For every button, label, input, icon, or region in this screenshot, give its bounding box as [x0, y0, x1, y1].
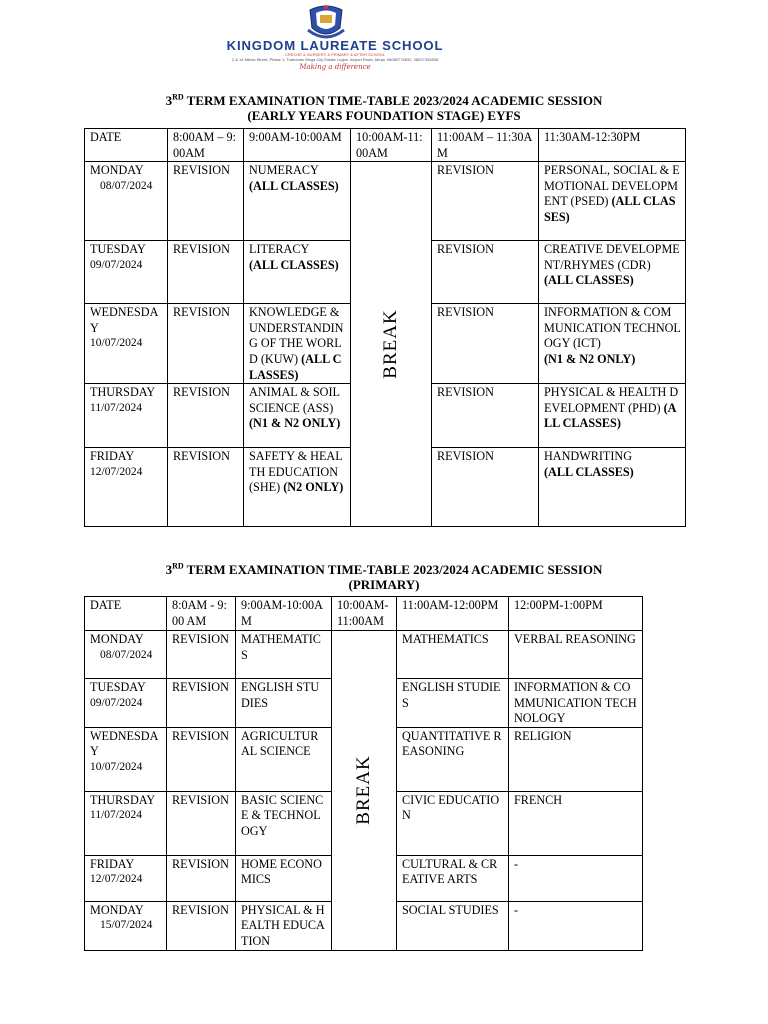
- slot-cell: QUANTITATIVE REASONING: [397, 727, 509, 791]
- date-cell: [85, 241, 168, 304]
- header-cell: DATE: [85, 129, 168, 162]
- slot-cell: CIVIC EDUCATION: [397, 791, 509, 855]
- date-label: 12/07/2024: [90, 873, 143, 886]
- subject-classes: (ALL CLASSES): [544, 194, 676, 224]
- header-cell: 11:00AM – 11:30AM: [432, 129, 539, 162]
- slot-cell: MATHEMATICS: [397, 631, 509, 679]
- header-cell: 10:00AM-11:00AM: [351, 129, 432, 162]
- break-label: BREAK: [380, 309, 402, 379]
- day-label: MONDAY: [90, 163, 144, 178]
- header-cell: 9:00AM-10:00AM: [236, 597, 332, 631]
- date-cell: [85, 791, 167, 855]
- slot-cell: REVISION: [168, 241, 244, 304]
- slot-cell: REVISION: [432, 241, 539, 304]
- eyfs-timetable: [84, 128, 686, 527]
- slot-cell: REVISION: [167, 855, 236, 901]
- school-name: KINGDOM LAUREATE SCHOOL: [226, 39, 444, 53]
- date-cell: [85, 304, 168, 384]
- primary-title: [84, 562, 684, 592]
- date-label: 08/07/2024: [100, 648, 153, 661]
- header-row: [85, 129, 686, 162]
- slot-cell: REVISION: [432, 304, 539, 384]
- subject-text: CREATIVE DEVELOPMENT/RHYMES (CDR): [544, 242, 680, 272]
- slot-cell: REVISION: [167, 791, 236, 855]
- day-label: TUESDAY: [90, 680, 146, 694]
- header-row: [85, 597, 643, 631]
- date-label: 11/07/2024: [90, 401, 142, 414]
- date-cell: [85, 679, 167, 728]
- eyfs-title: [84, 93, 684, 123]
- date-cell: [85, 901, 167, 950]
- subject-text: KNOWLEDGE & UNDERSTANDING OF THE WORLD (KUW): [249, 305, 344, 366]
- subject-cell: -: [509, 855, 643, 901]
- slot-cell: REVISION: [167, 727, 236, 791]
- subject-cell: [244, 241, 351, 304]
- date-cell: [85, 855, 167, 901]
- subject-classes: (N1 & N2 ONLY): [544, 351, 636, 366]
- break-cell: [332, 631, 397, 951]
- subject-cell: AGRICULTURAL SCIENCE: [236, 727, 332, 791]
- slot-cell: REVISION: [167, 631, 236, 679]
- subject-cell: ENGLISH STUDIES: [236, 679, 332, 728]
- letterhead: [0, 0, 768, 80]
- date-label: 10/07/2024: [90, 760, 143, 773]
- slot-cell: CULTURAL & CREATIVE ARTS: [397, 855, 509, 901]
- subject-cell: [244, 384, 351, 448]
- header-cell: 12:00PM-1:00PM: [509, 597, 643, 631]
- subject-classes: (ALL CLASSES): [249, 257, 339, 272]
- subject-cell: [539, 384, 686, 448]
- day-label: WEDNESDAY: [90, 728, 159, 759]
- subject-classes: (ALL CLASSES): [249, 351, 342, 382]
- slot-cell: REVISION: [432, 448, 539, 527]
- header-cell: 11:00AM-12:00PM: [397, 597, 509, 631]
- table-row: [85, 162, 686, 241]
- subject-text: LITERACY: [249, 242, 310, 257]
- date-label: 09/07/2024: [90, 696, 143, 709]
- eyfs-title-line1: 3RD TERM EXAMINATION TIME-TABLE 2023/2024 ACADEMIC SESSION: [165, 92, 603, 108]
- header-cell: DATE: [85, 597, 167, 631]
- subject-cell: INFORMATION & COMMUNICATION TECHNOLOGY: [509, 679, 643, 728]
- day-label: FRIDAY: [90, 449, 135, 464]
- subject-cell: VERBAL REASONING: [509, 631, 643, 679]
- subject-cell: -: [509, 901, 643, 950]
- slot-cell: REVISION: [432, 384, 539, 448]
- day-label: TUESDAY: [90, 242, 146, 257]
- primary-title-line1: 3RD TERM EXAMINATION TIME-TABLE 2023/2024 ACADEMIC SESSION: [165, 561, 603, 577]
- slot-cell: ENGLISH STUDIES: [397, 679, 509, 728]
- subject-cell: PHYSICAL & HEALTH EDUCATION: [236, 901, 332, 950]
- slot-cell: REVISION: [168, 162, 244, 241]
- subject-text: PERSONAL, SOCIAL & EMOTIONAL DEVELOPMENT (PSED): [544, 163, 680, 209]
- subject-classes: (ALL CLASSES): [544, 464, 634, 479]
- subject-text: ANIMAL & SOIL SCIENCE (ASS): [249, 385, 340, 415]
- eyfs-title-line2: (EARLY YEARS FOUNDATION STAGE) EYFS: [247, 108, 521, 123]
- day-label: THURSDAY: [90, 385, 156, 400]
- subject-text: PHYSICAL & HEALTH DEVELOPMENT (PHD): [544, 385, 679, 415]
- date-label: 11/07/2024: [90, 809, 142, 822]
- header-cell: 10:00AM-11:00AM: [332, 597, 397, 631]
- subject-cell: [244, 448, 351, 527]
- date-cell: [85, 631, 167, 679]
- date-cell: [85, 384, 168, 448]
- day-label: FRIDAY: [90, 856, 135, 871]
- subject-text: SAFETY & HEALTH EDUCATION (SHE): [249, 449, 343, 495]
- subject-cell: [244, 162, 351, 241]
- header-cell: 8:0AM - 9:00 AM: [167, 597, 236, 631]
- subject-cell: [539, 448, 686, 527]
- subject-classes: (N1 & N2 ONLY): [249, 416, 341, 431]
- subject-cell: [539, 304, 686, 384]
- header-cell: 8:00AM – 9:00AM: [168, 129, 244, 162]
- date-label: 12/07/2024: [90, 465, 143, 478]
- school-crest-icon: [302, 4, 350, 42]
- break-cell: [351, 162, 432, 527]
- subject-classes: (ALL CLASSES): [544, 273, 634, 288]
- subject-cell: [539, 241, 686, 304]
- primary-timetable: [84, 596, 643, 951]
- slot-cell: REVISION: [432, 162, 539, 241]
- date-label: 08/07/2024: [100, 179, 153, 192]
- subject-classes: (ALL CLASSES): [249, 178, 339, 193]
- subject-cell: BASIC SCIENCE & TECHNOLOGY: [236, 791, 332, 855]
- subject-cell: [244, 304, 351, 384]
- subject-cell: [539, 162, 686, 241]
- date-label: 09/07/2024: [90, 258, 143, 271]
- day-label: THURSDAY: [90, 792, 156, 807]
- subject-cell: HOME ECONOMICS: [236, 855, 332, 901]
- slot-cell: REVISION: [168, 304, 244, 384]
- slot-cell: REVISION: [168, 384, 244, 448]
- subject-cell: MATHEMATICS: [236, 631, 332, 679]
- subject-text: INFORMATION & COMMUNICATION TECHNOLOGY (ICT): [544, 305, 681, 351]
- school-address: 2 & 14 Mbola Street, Phase 1, Tradomax Mega City Estate Lugbe, Airport Road, Abuja. 08069779832, 08027332808: [231, 57, 439, 62]
- day-label: MONDAY: [90, 632, 144, 646]
- day-label: MONDAY: [90, 902, 144, 917]
- header-cell: 9:00AM-10:00AM: [244, 129, 351, 162]
- slot-cell: REVISION: [167, 901, 236, 950]
- slot-cell: SOCIAL STUDIES: [397, 901, 509, 950]
- slot-cell: REVISION: [168, 448, 244, 527]
- table-row: [85, 631, 643, 679]
- break-label: BREAK: [353, 755, 375, 825]
- primary-title-line2: (PRIMARY): [348, 577, 420, 592]
- subject-cell: RELIGION: [509, 727, 643, 791]
- school-motto: Making a difference: [299, 63, 371, 71]
- school-subtitle: CRECHE & NURSERY & PRIMARY & AFTER SCHOOL: [285, 52, 385, 57]
- date-label: 15/07/2024: [100, 919, 153, 932]
- date-cell: [85, 448, 168, 527]
- date-cell: [85, 727, 167, 791]
- date-cell: [85, 162, 168, 241]
- header-cell: 11:30AM-12:30PM: [539, 129, 686, 162]
- date-label: 10/07/2024: [90, 337, 143, 350]
- subject-classes: (ALL CLASSES): [544, 400, 677, 431]
- slot-cell: REVISION: [167, 679, 236, 728]
- subject-cell: FRENCH: [509, 791, 643, 855]
- subject-text: HANDWRITING: [544, 449, 633, 464]
- subject-text: NUMERACY: [249, 163, 319, 178]
- day-label: WEDNESDAY: [90, 305, 159, 335]
- subject-classes: (N2 ONLY): [283, 480, 344, 495]
